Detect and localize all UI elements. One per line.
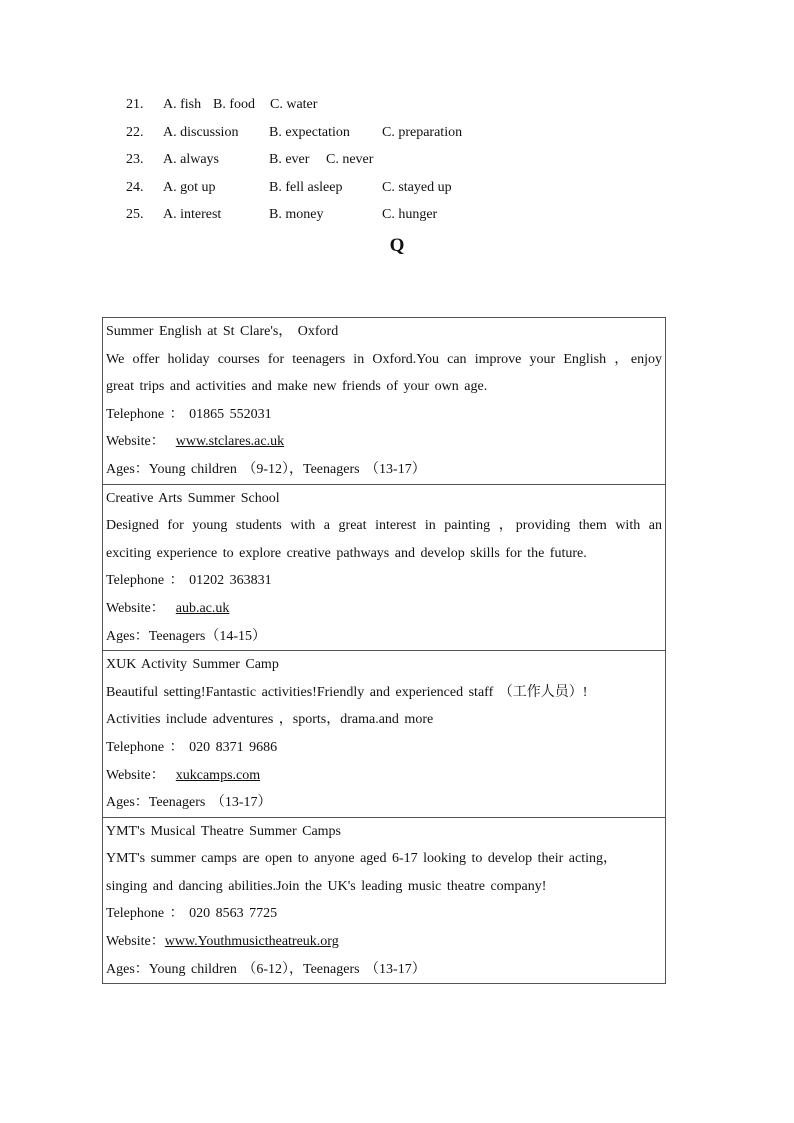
website-link[interactable]: aub.ac.uk <box>175 600 230 616</box>
telephone-label: Telephone ： <box>106 906 184 922</box>
ad-telephone <box>106 734 662 762</box>
option-b: B. fell asleep <box>269 179 343 195</box>
ad-description-line: Designed for young students with a great interest in painting ，providing them with an <box>106 518 662 534</box>
website-label: Website： <box>106 434 165 450</box>
telephone-label: Telephone ： <box>106 573 184 589</box>
website-label: Website： <box>106 600 165 616</box>
ages-value: Young children （6-12），Teenagers （13-17） <box>148 961 426 977</box>
ad-cell <box>103 651 666 818</box>
section-heading: Q <box>389 235 405 256</box>
website-label: Website： <box>106 934 165 950</box>
option-c: C. hunger <box>382 207 438 223</box>
ad-description-line: YMT's summer camps are open to anyone aged 6-17 looking to develop their acting， <box>106 851 618 867</box>
ages-label: Ages： <box>106 628 149 644</box>
option-c: C. stayed up <box>382 179 452 195</box>
table-row <box>103 318 666 485</box>
website-link[interactable]: xukcamps.com <box>175 767 261 783</box>
website-link[interactable]: www.stclares.ac.uk <box>175 434 285 450</box>
question-number: 24. <box>126 179 144 195</box>
option-c: C. water <box>270 97 318 112</box>
ad-telephone <box>106 401 662 429</box>
ad-cell <box>103 318 666 485</box>
ad-title: Summer English at St Clare's， Oxford <box>106 324 339 339</box>
answer-options <box>126 95 546 233</box>
option-b: B. food <box>213 97 255 112</box>
table-row <box>103 817 666 984</box>
ad-ages <box>106 956 662 984</box>
ad-ages <box>106 623 662 651</box>
question-number: 21. <box>126 97 144 112</box>
option-a: A. got up <box>163 179 216 195</box>
table-row <box>103 484 666 651</box>
question-row-22 <box>126 123 546 151</box>
ages-label: Ages： <box>106 961 149 977</box>
option-b: B. ever <box>269 152 310 168</box>
summer-camp-table <box>102 317 666 984</box>
telephone-number: 01865 552031 <box>189 406 272 422</box>
question-row-23 <box>126 150 546 178</box>
option-a: A. interest <box>163 207 222 223</box>
ad-website <box>106 428 662 456</box>
website-link[interactable]: www.Youthmusictheatreuk.org <box>164 934 339 950</box>
ad-title: XUK Activity Summer Camp <box>106 657 279 673</box>
telephone-number: 020 8371 9686 <box>189 739 278 755</box>
telephone-number: 01202 363831 <box>189 573 272 589</box>
ages-value: Young children （9-12），Teenagers （13-17） <box>148 461 426 477</box>
option-c: C. preparation <box>382 124 463 140</box>
question-row-24 <box>126 178 546 206</box>
ad-website <box>106 928 662 956</box>
option-b: B. expectation <box>269 124 350 140</box>
ad-telephone <box>106 567 662 595</box>
ages-value: Teenagers（14-15） <box>148 628 266 644</box>
question-row-25 <box>126 205 546 233</box>
option-a: A. fish <box>163 97 202 112</box>
ad-cell <box>103 484 666 651</box>
ad-ages <box>106 789 662 817</box>
option-a: A. discussion <box>163 124 239 140</box>
table-row <box>103 651 666 818</box>
question-number: 25. <box>126 207 144 223</box>
option-a: A. always <box>163 152 219 168</box>
ad-telephone <box>106 900 662 928</box>
ad-description-line: Activities include adventures ，sports，drama.and more <box>106 712 434 728</box>
ad-ages <box>106 456 662 484</box>
ad-title: Creative Arts Summer School <box>106 490 280 506</box>
ad-website <box>106 762 662 790</box>
ad-cell <box>103 817 666 984</box>
ages-label: Ages： <box>106 795 149 811</box>
question-number: 22. <box>126 124 144 140</box>
telephone-label: Telephone ： <box>106 739 184 755</box>
ad-website <box>106 595 662 623</box>
ad-description-line: Beautiful setting!Fantastic activities!Friendly and experienced staff （工作人员）! <box>106 684 588 700</box>
ad-title: YMT's Musical Theatre Summer Camps <box>106 823 342 839</box>
option-c: C. never <box>326 152 374 168</box>
ages-value: Teenagers （13-17） <box>148 795 272 811</box>
question-number: 23. <box>126 152 144 168</box>
telephone-label: Telephone ： <box>106 406 184 422</box>
telephone-number: 020 8563 7725 <box>189 906 278 922</box>
question-row-21 <box>126 95 546 123</box>
ad-description-line: exciting experience to explore creative pathways and develop skills for the future. <box>106 545 587 561</box>
ages-label: Ages： <box>106 461 149 477</box>
ad-description-line: singing and dancing abilities.Join the UK's leading music theatre company! <box>106 878 547 894</box>
option-b: B. money <box>269 207 324 223</box>
ad-description-line: great trips and activities and make new friends of your own age. <box>106 379 488 395</box>
website-label: Website： <box>106 767 165 783</box>
ad-description-line: We offer holiday courses for teenagers in Oxford.You can improve your English ，enjoy <box>106 351 662 367</box>
